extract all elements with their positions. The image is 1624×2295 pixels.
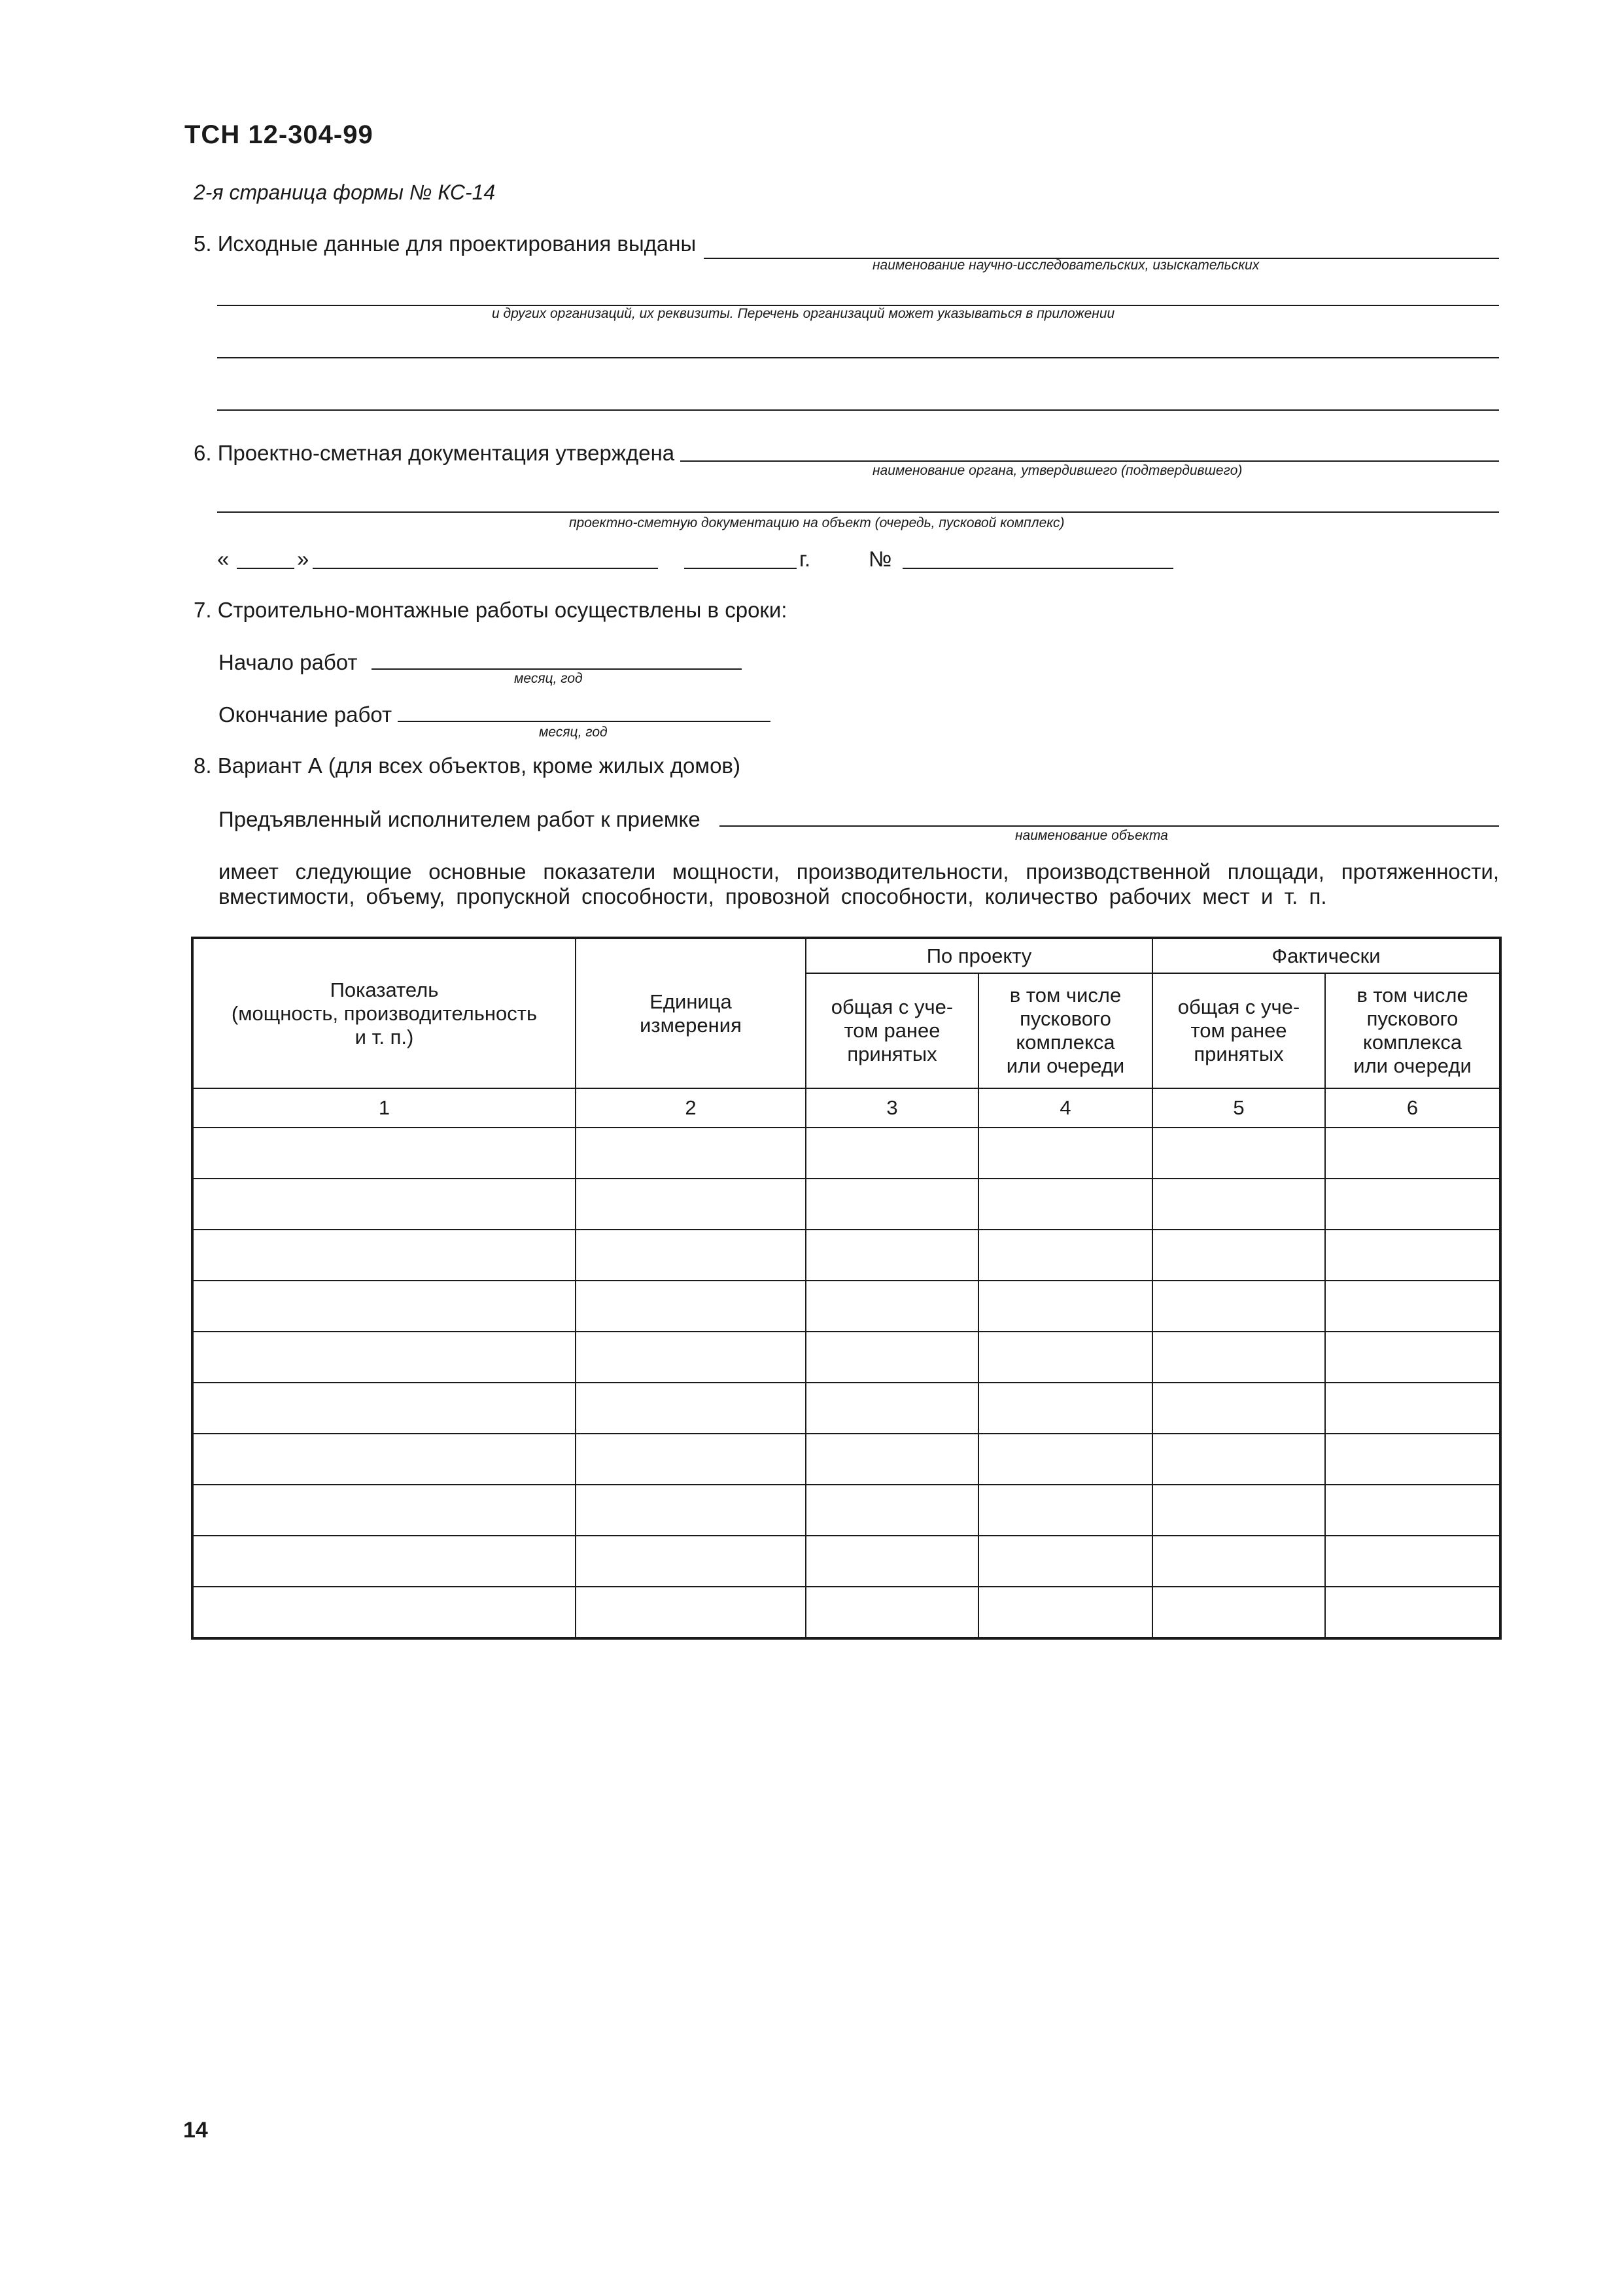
form-page-subtitle: 2-я страница формы № КС-14 (194, 181, 496, 204)
table-cell[interactable] (576, 1179, 806, 1230)
presented-object-field[interactable] (719, 825, 1499, 827)
table-cell[interactable] (192, 1230, 576, 1281)
table-cell[interactable] (1152, 1179, 1325, 1230)
page-number: 14 (183, 2118, 208, 2143)
table-cell[interactable] (576, 1536, 806, 1587)
table-row (192, 1536, 1500, 1587)
table-cell[interactable] (978, 1485, 1152, 1536)
table-row (192, 1383, 1500, 1434)
table-row (192, 1587, 1500, 1638)
table-row (192, 1230, 1500, 1281)
table-cell[interactable] (192, 1281, 576, 1332)
section-6-caption-2: проектно-сметную документацию на объект (очередь, пусковой комплекс) (569, 515, 1065, 530)
table-cell[interactable] (978, 1281, 1152, 1332)
column-number: 1 (192, 1088, 576, 1128)
table-row (192, 1128, 1500, 1179)
end-work-label: Окончание работ (218, 702, 392, 727)
column-number: 5 (1152, 1088, 1325, 1128)
table-cell[interactable] (978, 1536, 1152, 1587)
table-cell[interactable] (978, 1179, 1152, 1230)
table-cell[interactable] (978, 1332, 1152, 1383)
table-cell[interactable] (806, 1587, 978, 1638)
table-cell[interactable] (192, 1332, 576, 1383)
end-work-caption: месяц, год (539, 725, 608, 740)
table-cell[interactable] (1325, 1485, 1500, 1536)
section-5-label: 5. Исходные данные для проектирования выданы (194, 232, 697, 256)
table-cell[interactable] (1325, 1281, 1500, 1332)
table-cell[interactable] (1152, 1230, 1325, 1281)
table-row (192, 1485, 1500, 1536)
column-number: 3 (806, 1088, 978, 1128)
table-cell[interactable] (1152, 1536, 1325, 1587)
table-cell[interactable] (576, 1128, 806, 1179)
table-header-row (192, 938, 1500, 973)
table-cell[interactable] (806, 1434, 978, 1485)
table-cell[interactable] (192, 1587, 576, 1638)
column-number: 6 (1325, 1088, 1500, 1128)
table-cell[interactable] (1152, 1128, 1325, 1179)
table-row (192, 1332, 1500, 1383)
section-7-label: 7. Строительно-монтажные работы осуществлены в сроки: (194, 598, 787, 622)
section-6-field-line-2[interactable] (217, 511, 1499, 513)
document-code: ТСН 12-304-99 (184, 120, 373, 149)
header-actual-total: общая с уче- том ранее принятых (1152, 973, 1325, 1088)
header-actual: Фактически (1152, 938, 1500, 973)
table-cell[interactable] (1325, 1434, 1500, 1485)
table-cell[interactable] (192, 1383, 576, 1434)
table-cell[interactable] (192, 1485, 576, 1536)
table-row (192, 1281, 1500, 1332)
table-cell[interactable] (1325, 1332, 1500, 1383)
table-cell[interactable] (576, 1587, 806, 1638)
end-work-field[interactable] (398, 721, 770, 722)
section-6-label: 6. Проектно-сметная документация утверждена (194, 441, 675, 465)
table-cell[interactable] (1152, 1587, 1325, 1638)
table-cell[interactable] (806, 1281, 978, 1332)
table-cell[interactable] (576, 1281, 806, 1332)
presented-object-caption: наименование объекта (1015, 828, 1168, 843)
section-6-field-line-1[interactable] (680, 460, 1499, 462)
table-cell[interactable] (1152, 1332, 1325, 1383)
table-cell[interactable] (806, 1179, 978, 1230)
header-project-total: общая с уче- том ранее принятых (806, 973, 978, 1088)
date-day-field[interactable] (237, 568, 294, 569)
presented-object-label: Предъявленный исполнителем работ к приемке (218, 807, 700, 831)
table-cell[interactable] (806, 1332, 978, 1383)
indicators-paragraph-line-1: имеет следующие основные показатели мощности, производительности, производственной площади, протяженности, (218, 859, 1499, 884)
section-5-caption-2: и других организаций, их реквизиты. Перечень организаций может указываться в приложении (492, 306, 1115, 321)
table-cell[interactable] (806, 1485, 978, 1536)
table-cell[interactable] (192, 1128, 576, 1179)
date-month-field[interactable] (313, 568, 658, 569)
table-cell[interactable] (576, 1434, 806, 1485)
start-work-label: Начало работ (218, 650, 358, 674)
table-cell[interactable] (192, 1179, 576, 1230)
section-5-field-line-3[interactable] (217, 357, 1499, 358)
table-cell[interactable] (978, 1230, 1152, 1281)
table-cell[interactable] (1325, 1536, 1500, 1587)
header-unit: Единица измерения (576, 938, 806, 1088)
header-actual-incl: в том числе пускового комплекса или очереди (1325, 973, 1500, 1088)
indicators-table (191, 937, 1502, 1640)
table-cell[interactable] (192, 1434, 576, 1485)
table-cell[interactable] (1325, 1383, 1500, 1434)
start-work-caption: месяц, год (514, 671, 583, 686)
table-cell[interactable] (1152, 1485, 1325, 1536)
table-row (192, 1179, 1500, 1230)
number-sign: № (869, 547, 892, 571)
column-number: 2 (576, 1088, 806, 1128)
document-number-field[interactable] (903, 568, 1173, 569)
section-8-label: 8. Вариант А (для всех объектов, кроме жилых домов) (194, 753, 740, 778)
table-cell[interactable] (1325, 1128, 1500, 1179)
table-cell[interactable] (806, 1383, 978, 1434)
table-cell[interactable] (1152, 1434, 1325, 1485)
table-cell[interactable] (978, 1128, 1152, 1179)
section-5-caption-1: наименование научно-исследовательских, изыскательских (872, 258, 1260, 273)
table-cell[interactable] (1325, 1587, 1500, 1638)
table-cell[interactable] (576, 1485, 806, 1536)
table-cell[interactable] (978, 1434, 1152, 1485)
table-cell[interactable] (576, 1332, 806, 1383)
table-cell[interactable] (192, 1536, 576, 1587)
start-work-field[interactable] (371, 668, 742, 670)
table-column-numbers-row (192, 1088, 1500, 1128)
section-6-caption-1: наименование органа, утвердившего (подтвердившего) (872, 463, 1243, 478)
date-year-field[interactable] (684, 568, 797, 569)
table-cell[interactable] (978, 1383, 1152, 1434)
indicators-paragraph-line-2: вместимости, объему, пропускной способности, провозной способности, количество рабочих мест и т. п. (218, 884, 1327, 908)
table-cell[interactable] (1152, 1281, 1325, 1332)
table-cell[interactable] (1325, 1179, 1500, 1230)
table-cell[interactable] (978, 1587, 1152, 1638)
table-row (192, 1434, 1500, 1485)
table-cell[interactable] (806, 1230, 978, 1281)
table-cell[interactable] (576, 1230, 806, 1281)
column-number: 4 (978, 1088, 1152, 1128)
header-project-incl: в том числе пускового комплекса или очереди (978, 973, 1152, 1088)
date-year-suffix: г. (799, 547, 811, 571)
date-quote-close: » (297, 547, 309, 571)
table-cell[interactable] (806, 1536, 978, 1587)
table-cell[interactable] (1325, 1230, 1500, 1281)
date-quote-open: « (217, 547, 230, 571)
header-indicator: Показатель (мощность, производительность и т. п.) (192, 938, 576, 1088)
header-by-project: По проекту (806, 938, 1152, 973)
table-cell[interactable] (1152, 1383, 1325, 1434)
table-cell[interactable] (806, 1128, 978, 1179)
section-5-field-line-4[interactable] (217, 409, 1499, 411)
table-cell[interactable] (576, 1383, 806, 1434)
